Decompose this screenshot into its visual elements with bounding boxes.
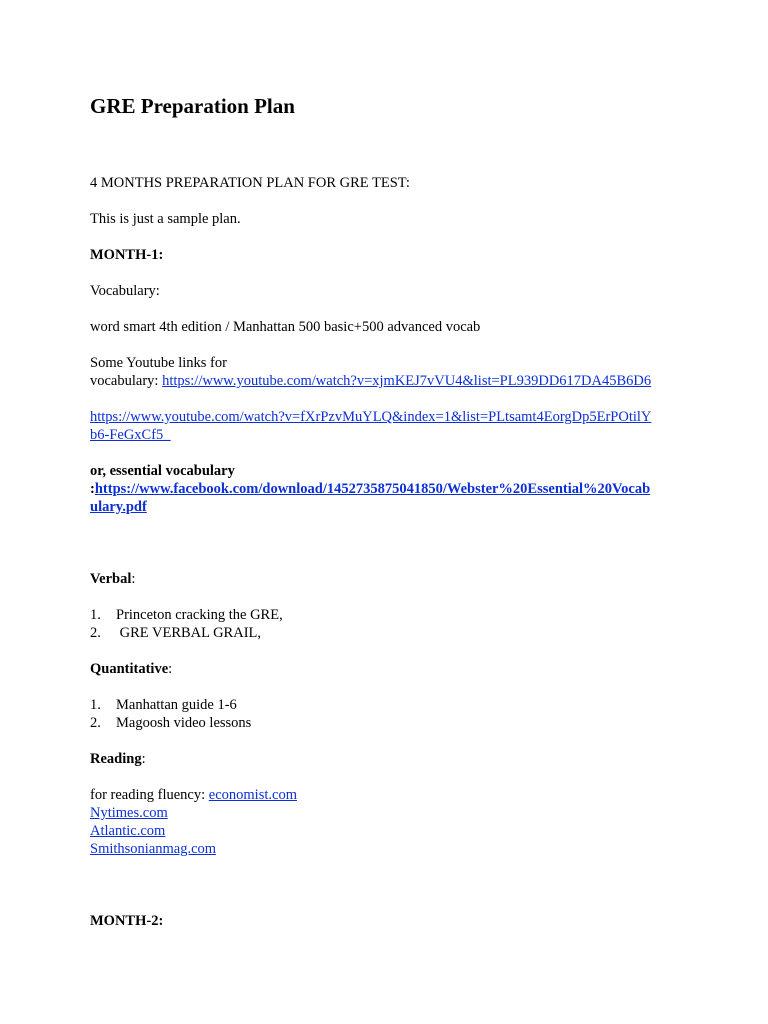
page-title: GRE Preparation Plan <box>90 94 295 118</box>
essential-vocab-heading: or, essential vocabulary <box>90 463 235 479</box>
youtube-line-2b <box>90 426 171 444</box>
month1-heading: MONTH-1: <box>90 247 164 263</box>
reading-line-1 <box>90 786 297 804</box>
nytimes-link[interactable]: Nytimes.com <box>90 805 168 821</box>
youtube-line-2a <box>90 408 651 426</box>
youtube-link-2-part2[interactable]: b6-FeGxCf5_ <box>90 427 171 443</box>
list-number: 2. <box>90 625 101 641</box>
reading-line-4 <box>90 840 216 858</box>
vocabulary-books: word smart 4th edition / Manhattan 500 basic+500 advanced vocab <box>90 319 481 335</box>
essential-link-part1[interactable]: https://www.facebook.com/download/1452735875041850/Webster%20Essential%20Vocab <box>94 481 651 497</box>
reading-intro: for reading fluency: <box>90 787 209 803</box>
essential-prefix: : <box>90 481 95 497</box>
smithsonian-link[interactable]: Smithsonianmag.com <box>90 841 217 857</box>
reading-line-2 <box>90 804 168 822</box>
quant-heading: Quantitative <box>90 661 169 677</box>
list-text: Princeton cracking the GRE, <box>116 607 283 623</box>
atlantic-link[interactable]: Atlantic.com <box>90 823 166 839</box>
intro-text: This is just a sample plan. <box>90 211 241 227</box>
list-item <box>90 606 283 624</box>
month2-heading: MONTH-2: <box>90 913 164 929</box>
list-item <box>90 624 261 642</box>
reading-heading-line <box>90 750 146 768</box>
reading-heading: Reading <box>90 751 142 767</box>
essential-line-2 <box>90 498 147 516</box>
list-number: 1. <box>90 607 101 623</box>
verbal-colon: : <box>131 571 136 587</box>
list-text: GRE VERBAL GRAIL, <box>116 625 261 641</box>
list-text: Magoosh video lessons <box>116 715 252 731</box>
list-number: 1. <box>90 697 101 713</box>
list-item <box>90 714 251 732</box>
list-item <box>90 696 237 714</box>
youtube-link-1[interactable]: https://www.youtube.com/watch?v=xjmKEJ7vVU4&list=PL939DD617DA45B6D6 <box>162 373 652 389</box>
list-text: Manhattan guide 1-6 <box>116 697 237 713</box>
youtube-line-1 <box>90 372 651 390</box>
essential-line-1 <box>90 480 650 498</box>
vocabulary-heading: Vocabulary: <box>90 283 160 299</box>
verbal-heading: Verbal <box>90 571 132 587</box>
youtube-prefix: vocabulary: <box>90 373 163 389</box>
youtube-link-2-part1[interactable]: https://www.youtube.com/watch?v=fXrPzvMuYLQ&index=1&list=PLtsamt4EorgDp5ErPOtilY <box>90 409 652 425</box>
reading-colon: : <box>141 751 146 767</box>
verbal-heading-line <box>90 570 135 588</box>
quant-heading-line <box>90 660 172 678</box>
economist-link[interactable]: economist.com <box>208 787 297 803</box>
essential-link-part2[interactable]: ulary.pdf <box>90 499 147 515</box>
plan-subtitle: 4 MONTHS PREPARATION PLAN FOR GRE TEST: <box>90 175 410 191</box>
reading-line-3 <box>90 822 165 840</box>
quant-colon: : <box>168 661 173 677</box>
list-number: 2. <box>90 715 101 731</box>
youtube-intro: Some Youtube links for <box>90 355 227 371</box>
